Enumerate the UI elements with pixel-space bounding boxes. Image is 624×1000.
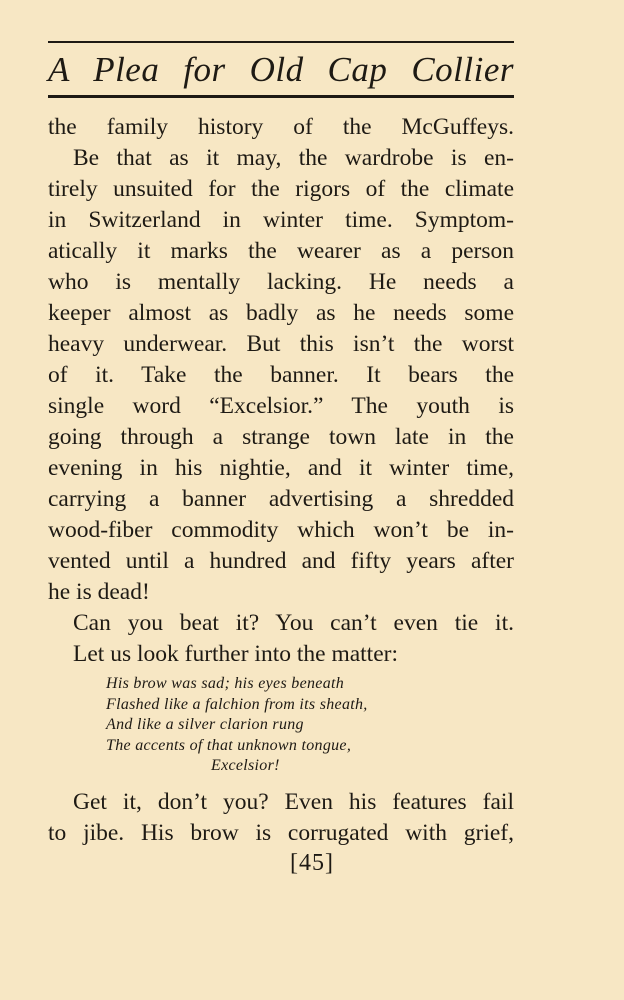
text-line: wood-fiber commodity which won’t be in-	[48, 517, 514, 543]
header-rule-bottom	[48, 95, 514, 98]
text-line: single word “Excelsior.” The youth is	[48, 393, 514, 419]
verse-line: Flashed like a falchion from its sheath,	[106, 695, 368, 713]
page-number: [45]	[290, 850, 334, 876]
text-line: he is dead!	[48, 579, 150, 605]
running-head: A Plea for Old Cap Collier	[48, 50, 514, 89]
text-line: of it. Take the banner. It bears the	[48, 362, 514, 388]
text-line: vented until a hundred and fifty years after	[48, 548, 514, 574]
verse-line: And like a silver clarion rung	[106, 716, 304, 734]
verse-line: His brow was sad; his eyes beneath	[106, 675, 345, 692]
verse-refrain: Excelsior!	[211, 757, 280, 775]
text-line: in Switzerland in winter time. Symptom-	[48, 207, 514, 233]
text-line: heavy underwear. But this isn’t the worst	[48, 331, 514, 357]
verse-quotation	[106, 674, 466, 777]
text-line: carrying a banner advertising a shredded	[48, 486, 514, 512]
text-line: tirely unsuited for the rigors of the climate	[48, 176, 514, 202]
text-line: going through a strange town late in the	[48, 424, 514, 450]
text-line: the family history of the McGuffeys.	[48, 114, 514, 140]
text-line: Be that as it may, the wardrobe is en-	[73, 145, 514, 171]
header-rule-top	[48, 41, 514, 43]
verse-line: The accents of that unknown tongue,	[106, 736, 352, 754]
body-text	[48, 112, 514, 670]
text-line: Let us look further into the matter:	[73, 641, 398, 667]
closing-text	[48, 787, 514, 849]
text-line: to jibe. His brow is corrugated with grief,	[48, 820, 514, 846]
text-line: keeper almost as badly as he needs some	[48, 300, 514, 326]
text-line: Can you beat it? You can’t even tie it.	[73, 610, 514, 636]
text-line: Get it, don’t you? Even his features fail	[73, 789, 514, 815]
text-line: atically it marks the wearer as a person	[48, 238, 514, 264]
text-line: evening in his nightie, and it winter time,	[48, 455, 514, 481]
text-line: who is mentally lacking. He needs a	[48, 269, 514, 295]
